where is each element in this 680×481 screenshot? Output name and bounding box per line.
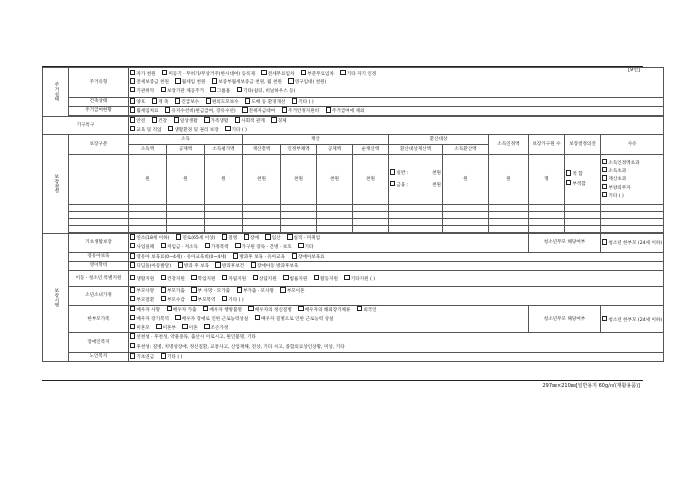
- opt[interactable]: 긴급보수: [175, 98, 199, 105]
- opt[interactable]: 기타 ( ): [225, 126, 247, 134]
- opt[interactable]: 주거안정지원비: [282, 107, 319, 114]
- building-options: [129, 98, 664, 107]
- opt[interactable]: 배우자 질병으로 인한 근로능력 상실: [255, 315, 334, 324]
- opt[interactable]: 기타(쉼터, 비닐하우스 등): [237, 87, 296, 95]
- conversion-cell: [389, 155, 443, 205]
- opt[interactable]: 방과후보건: [215, 262, 244, 269]
- opt[interactable]: 일상생활: [174, 117, 198, 125]
- opt[interactable]: 장애아동 방과후보육: [251, 262, 299, 269]
- opt[interactable]: 전세무료임차: [261, 70, 294, 78]
- checkbox[interactable]: [566, 180, 571, 185]
- sub-header: 공제액: [317, 145, 353, 155]
- youth-options: [129, 271, 664, 287]
- opt[interactable]: 기타 자기 인정: [340, 70, 376, 78]
- opt[interactable]: 활동지원: [314, 275, 338, 282]
- opt[interactable]: 가정폭력: [205, 243, 229, 252]
- sub-header: 소득액: [129, 145, 167, 155]
- opt[interactable]: 기관위탁: [130, 87, 154, 95]
- unit: 천원: [243, 155, 281, 205]
- label-building: 건축상태: [69, 98, 129, 107]
- section-security: 보장결정: [43, 135, 69, 234]
- opt[interactable]: 양호: [130, 98, 145, 105]
- child-head-options: [129, 287, 664, 306]
- form-table: [42, 67, 664, 362]
- reason-item: 부양의무자: [608, 185, 631, 191]
- opt[interactable]: 법률지원: [283, 275, 307, 282]
- blank-cell[interactable]: [69, 212, 129, 219]
- infant-options: [129, 262, 664, 271]
- opt[interactable]: 자립지원: [222, 275, 246, 282]
- checkbox[interactable]: [390, 169, 395, 174]
- opt[interactable]: 월세임차료: [130, 107, 159, 114]
- label-childcare: 영유아보육: [69, 253, 129, 262]
- youth-parent-label: 청소년무모 해당여부: [529, 234, 601, 253]
- opt[interactable]: 이혼: [182, 324, 197, 333]
- checkbox[interactable]: [390, 181, 395, 186]
- conv-financial: 금융 :: [396, 182, 409, 188]
- hdr-conversion: 환산대상: [389, 135, 489, 145]
- decision-cell: [565, 155, 601, 205]
- hdr-opinion: 보장결정의견: [565, 135, 601, 155]
- opt[interactable]: 기초연금: [130, 353, 154, 360]
- opt[interactable]: 사회적 관계: [235, 117, 265, 125]
- opt[interactable]: 질병: [222, 234, 237, 243]
- opt[interactable]: 경제: [271, 117, 286, 125]
- opt[interactable]: 교육 및 직업: [130, 126, 162, 134]
- checkbox[interactable]: [602, 192, 607, 197]
- disability-options: [129, 333, 664, 353]
- label-basic: 기초생활보장: [69, 234, 129, 253]
- youth-parent-option-2[interactable]: 청소년 한부모 (24세 이하): [601, 306, 664, 333]
- hdr-reason: 사유: [601, 135, 664, 155]
- unit: 명: [529, 155, 565, 205]
- opt[interactable]: 전세보증금 천원: [130, 78, 169, 86]
- opt[interactable]: 조손가정: [204, 324, 228, 333]
- sub-header: 소득평가액: [205, 145, 243, 155]
- opt[interactable]: 부모이혼: [280, 287, 304, 296]
- footer-paper-spec: 297㎜×210㎜[일반용지 60g/㎡(재활용품)]: [542, 383, 640, 389]
- opt[interactable]: 기타 ( ): [222, 296, 244, 305]
- opt[interactable]: 부 사망 · 모가출: [191, 287, 230, 296]
- checkbox[interactable]: [602, 159, 607, 164]
- opt[interactable]: 디딤돌(아동발달): [130, 262, 171, 269]
- section-housing: 주거실태: [43, 68, 69, 117]
- opt[interactable]: 장애: [244, 234, 259, 243]
- housing-benefit-options: [129, 107, 664, 116]
- opt[interactable]: 기타지원 ( ): [344, 275, 375, 282]
- label-household: 기구특구: [43, 117, 129, 135]
- opt[interactable]: 월세임 천원: [175, 78, 205, 86]
- opt[interactable]: 부모복역: [191, 296, 215, 305]
- opt[interactable]: 기타 ( ): [161, 353, 183, 360]
- opt[interactable]: 부모사망: [130, 287, 154, 296]
- opt[interactable]: 임산: [265, 234, 280, 243]
- opt[interactable]: 부가출 · 모사망: [237, 287, 274, 296]
- label-youth: 이동 · 청소년 특별지원: [69, 271, 129, 287]
- unit: 원: [443, 155, 489, 205]
- opt[interactable]: 연소(18세 이하): [130, 234, 169, 243]
- sub-header: 순재산액: [353, 145, 389, 155]
- decision-fit: 적 합: [572, 172, 583, 178]
- opt[interactable]: 부분무료임차: [301, 70, 334, 78]
- unit: 원: [205, 155, 243, 205]
- opt[interactable]: 실직 · 미취업: [287, 234, 320, 243]
- label-housing-benefit: 주거급여현황: [69, 107, 129, 116]
- opt[interactable]: 안전: [130, 117, 145, 125]
- housing-type-options: [129, 68, 664, 98]
- opt[interactable]: 후천성: 질병, 치명성장애, 정신질환, 교통사고, 산업재해, 전상, 기타 사고, 종합의료상인상황, 미상, 기타: [130, 343, 662, 352]
- opt[interactable]: 학업지원: [191, 275, 215, 282]
- opt[interactable]: 영유아 보육료(0~4세) · 유아교육비(0~4세): [130, 253, 226, 260]
- opt[interactable]: 편의도모보수: [206, 98, 239, 105]
- opt[interactable]: 배우자의 해외장기체류: [298, 306, 350, 315]
- opt[interactable]: 배우자의 정신질병: [248, 306, 291, 315]
- opt[interactable]: 그룹홈: [210, 87, 230, 95]
- label-housing-type: 주거유형: [69, 68, 129, 98]
- opt[interactable]: 외국인: [357, 306, 377, 315]
- reason-cell: [601, 155, 664, 205]
- opt[interactable]: 미등기 · 무허가/무상거주(한시대여) 등록제: [162, 70, 255, 78]
- hdr-income: 소득: [129, 135, 243, 145]
- checkbox[interactable]: [602, 167, 607, 172]
- opt[interactable]: 부모질환: [130, 296, 154, 305]
- youth-parent-label-2: 청소년무모 해당여부: [529, 306, 601, 333]
- household-options: [129, 117, 664, 135]
- basic-options: [129, 234, 529, 253]
- opt[interactable]: 부모수감: [161, 296, 185, 305]
- opt[interactable]: 저임금 · 저소득: [161, 243, 198, 252]
- checkbox[interactable]: [566, 170, 571, 175]
- sub-header: 공제액: [167, 145, 205, 155]
- opt[interactable]: 기타: [298, 243, 313, 252]
- sub-header: 환산대상재산액: [389, 145, 443, 155]
- checkbox[interactable]: [602, 175, 607, 180]
- label-disability: 장애인복지: [69, 333, 129, 353]
- blank-cell[interactable]: [69, 205, 129, 212]
- sub-header: 인정부채액: [281, 145, 317, 155]
- reason-item: 소득초과: [608, 168, 627, 174]
- type-value[interactable]: [69, 155, 129, 205]
- opt[interactable]: 방과 후 보육: [178, 262, 210, 269]
- conv-general: 일반 :: [396, 171, 409, 177]
- opt[interactable]: 상담지원: [253, 275, 277, 282]
- single-parent-options: [129, 306, 529, 333]
- unit: 천원: [317, 155, 353, 205]
- unit: 원: [129, 155, 167, 205]
- reason-item: 재산초과: [608, 177, 627, 183]
- opt[interactable]: 생활환경 및 권리 보장: [168, 126, 219, 134]
- opt[interactable]: 자가 천원: [130, 70, 156, 78]
- unit: 원: [167, 155, 205, 205]
- label-elderly: 노인복지: [69, 352, 129, 361]
- hdr-property: 재산: [243, 135, 389, 145]
- unit: 천원: [281, 155, 317, 205]
- opt[interactable]: 도배 등 환경개선: [245, 98, 285, 105]
- conv-unit: 천원: [432, 171, 441, 177]
- opt[interactable]: 배우자 행방불명: [203, 306, 242, 315]
- opt[interactable]: 배우자 장애로 인한 근로능력상실: [175, 315, 248, 324]
- opt[interactable]: 연로(65세 이상): [176, 234, 215, 243]
- decision-unfit: 부적합: [572, 181, 586, 187]
- hdr-size: 보장가구원 수: [529, 135, 565, 155]
- opt[interactable]: 사업실패: [130, 243, 154, 252]
- opt[interactable]: 주거급여에 제외: [326, 107, 365, 114]
- reason-item: 소득인정액초과: [608, 160, 640, 166]
- opt[interactable]: 선천성 · 후천성, 약물중독, 출산시 이로시고, 원인불명, 기타: [130, 333, 662, 342]
- hdr-type: 보장구분: [69, 135, 129, 155]
- youth-parent-option[interactable]: 청소년 한부모 (24세 이하): [601, 234, 664, 253]
- childcare-options: [129, 253, 664, 262]
- opt[interactable]: 미혼모: [130, 324, 150, 333]
- label-child-head: 소년소녀가정: [69, 287, 129, 306]
- opt[interactable]: 배우자 사망: [130, 306, 160, 315]
- opt[interactable]: 배우자 가출: [167, 306, 197, 315]
- opt[interactable]: 배우자 장기복역: [130, 315, 169, 324]
- opt[interactable]: 유지수선비(현금급여, 장유수선): [165, 107, 236, 114]
- opt[interactable]: 미혼부: [156, 324, 176, 333]
- opt[interactable]: 건강지원: [161, 275, 185, 282]
- form-sheet: [42, 66, 663, 381]
- checkbox[interactable]: [602, 184, 607, 189]
- opt[interactable]: 보증부월세보증금 천원, 월 천원: [212, 78, 282, 86]
- sub-header: 소득환산액: [443, 145, 489, 155]
- section-services: 보장시행: [43, 234, 69, 362]
- page-number: [9면]: [628, 67, 640, 73]
- label-single-parent: 한부모가족: [69, 306, 129, 333]
- elderly-options: [129, 352, 664, 361]
- opt[interactable]: 보장기관 제공주거: [161, 87, 204, 95]
- opt[interactable]: 장애아보육료: [292, 253, 325, 260]
- opt[interactable]: 영구임대( 천원): [288, 78, 326, 86]
- opt[interactable]: 부모가출: [161, 287, 185, 296]
- sub-header: 재산총액: [243, 145, 281, 155]
- opt[interactable]: 기타 ( ): [292, 98, 314, 105]
- hdr-cert: 소득인정액: [489, 135, 529, 155]
- opt[interactable]: 건강: [152, 117, 167, 125]
- blank-cell[interactable]: [69, 219, 129, 226]
- unit: 원: [489, 155, 529, 205]
- blank-cell[interactable]: [69, 226, 129, 233]
- reason-item: 기타 ( ): [608, 194, 624, 200]
- opt[interactable]: 가족생활: [204, 117, 228, 125]
- unit: 천원: [353, 155, 389, 205]
- opt[interactable]: 개 축: [152, 98, 169, 105]
- opt[interactable]: 전세자금대여: [242, 107, 275, 114]
- opt[interactable]: 가구원 장독 · 간병 · 보호: [235, 243, 292, 252]
- label-infant: 영이학비: [69, 262, 129, 271]
- opt[interactable]: 생활지원: [130, 275, 154, 282]
- opt[interactable]: 방과후 보육 · 유아교육: [233, 253, 285, 260]
- conv-unit: 천원: [432, 182, 441, 188]
